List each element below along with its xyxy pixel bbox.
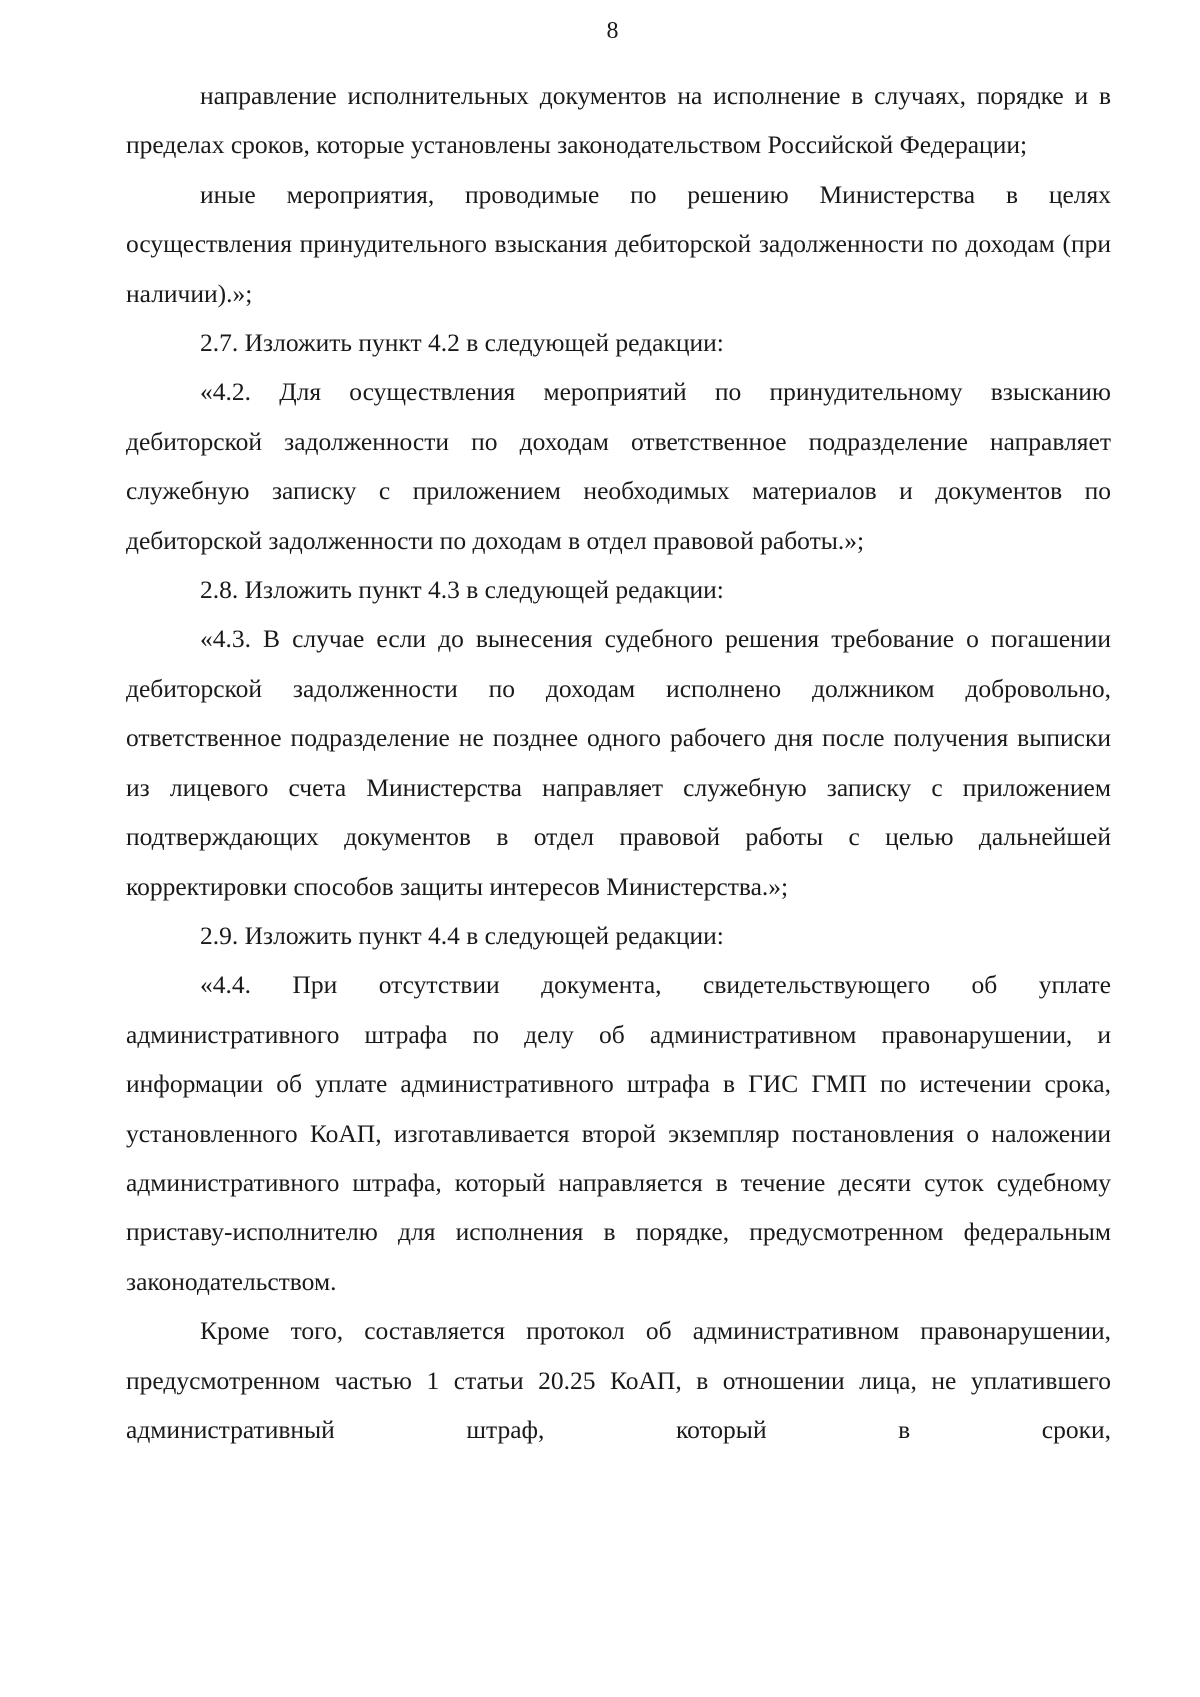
document-body xyxy=(126,71,1111,1454)
paragraph-amendment-2-8: 2.8. Изложить пункт 4.3 в следующей редакции: xyxy=(200,575,724,605)
paragraph-clause-4-2: «4.2. Для осуществления мероприятий по принудительному взысканию дебиторской задолженности по доходам ответственное подразделение направляет служебную записку с приложением необходимых материалов и документов по дебиторской задолженности по доходам в отдел правовой работы.»; xyxy=(126,377,1111,555)
paragraph-protocol: Кроме того, составляется протокол об административном правонарушении, предусмотренном частью 1 статьи 20.25 КоАП, в отношении лица, не уплатившего административный штраф, который в сроки, xyxy=(126,1316,1111,1444)
paragraph-enforcement-documents: направление исполнительных документов на исполнение в случаях, порядке и в пределах сроков, которые установлены законодательством Российской Федерации; xyxy=(126,81,1111,160)
paragraph-clause-4-3: «4.3. В случае если до вынесения судебного решения требование о погашении дебиторской задолженности по доходам исполнено должником добровольно, ответственное подразделение не позднее одного рабочего дня после получения выписки из лицевого счета Министерства направляет служебную записку с приложением подтверждающих документов в отдел правовой работы с целью дальнейшей корректировки способов защиты интересов Министерства.»; xyxy=(126,624,1111,901)
page-number: 8 xyxy=(606,18,619,44)
paragraph-clause-4-4: «4.4. При отсутствии документа, свидетельствующего об уплате административного штрафа по делу об административном правонарушении, и информации об уплате административного штрафа в ГИС ГМП по истечении срока, установленного КоАП, изготавливается второй экземпляр постановления о наложении административного штрафа, который направляется в течение десяти суток судебному приставу-исполнителю для исполнения в порядке, предусмотренном федеральным законодательством. xyxy=(126,970,1111,1296)
paragraph-amendment-2-9: 2.9. Изложить пункт 4.4 в следующей редакции: xyxy=(200,920,724,950)
paragraph-amendment-2-7: 2.7. Изложить пункт 4.2 в следующей редакции: xyxy=(200,328,724,358)
paragraph-other-measures: иные мероприятия, проводимые по решению Министерства в целях осуществления принудительного взыскания дебиторской задолженности по доходам (при наличии).»; xyxy=(126,179,1111,308)
